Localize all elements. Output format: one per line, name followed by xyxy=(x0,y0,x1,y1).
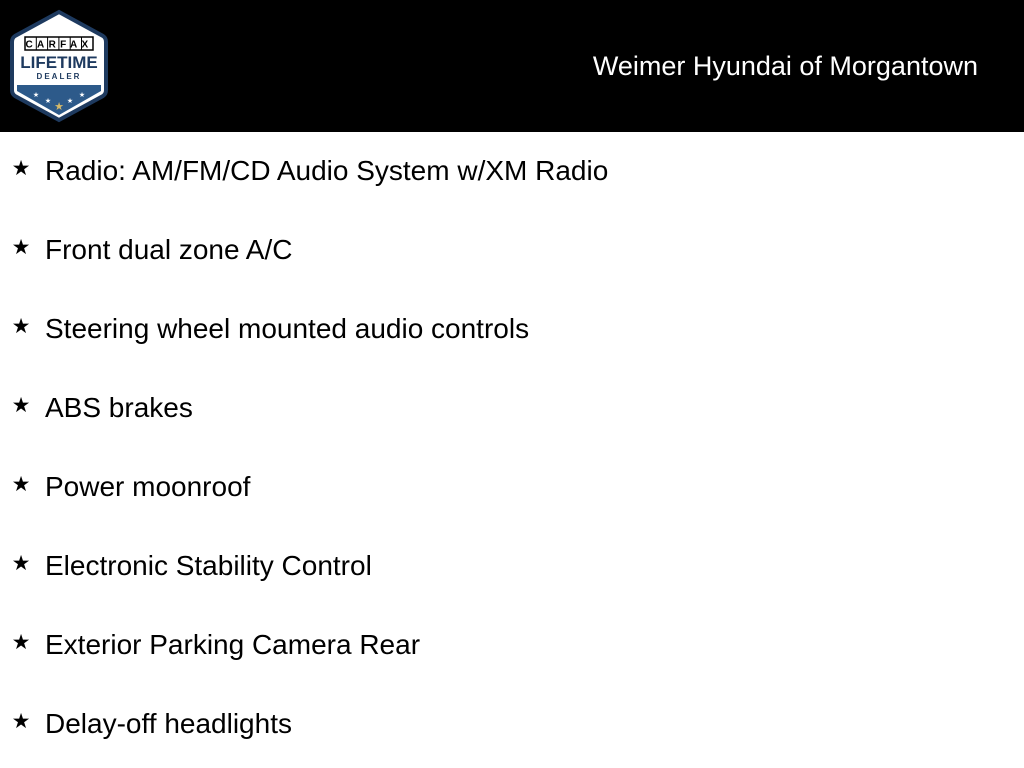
badge-dealer-text: DEALER xyxy=(36,72,82,81)
svg-text:★: ★ xyxy=(44,97,52,105)
svg-text:★: ★ xyxy=(54,100,64,113)
star-icon: ★ xyxy=(11,472,31,496)
feature-text: Front dual zone A/C xyxy=(45,234,293,265)
feature-text: Power moonroof xyxy=(45,471,251,502)
feature-item xyxy=(0,290,1024,369)
feature-text: Steering wheel mounted audio controls xyxy=(45,313,530,344)
badge-logo xyxy=(9,9,109,123)
feature-item xyxy=(0,685,1024,764)
dealer-name: Weimer Hyundai of Morgantown xyxy=(592,51,978,81)
star-icon: ★ xyxy=(11,709,31,733)
svg-text:★: ★ xyxy=(66,97,74,105)
feature-text: Electronic Stability Control xyxy=(45,550,372,581)
star-icon: ★ xyxy=(11,314,31,338)
feature-item xyxy=(0,132,1024,211)
feature-list xyxy=(0,132,1024,764)
feature-text: ABS brakes xyxy=(45,392,193,423)
star-icon: ★ xyxy=(11,630,31,654)
feature-text: Delay-off headlights xyxy=(45,708,292,739)
feature-text: Exterior Parking Camera Rear xyxy=(45,629,421,660)
star-icon: ★ xyxy=(11,156,31,180)
svg-text:★: ★ xyxy=(32,91,40,99)
feature-item xyxy=(0,448,1024,527)
star-icon: ★ xyxy=(11,393,31,417)
star-icon: ★ xyxy=(11,235,31,259)
carfax-lifetime-dealer-badge xyxy=(9,9,109,123)
star-icon: ★ xyxy=(11,551,31,575)
carfax-wordmark xyxy=(25,37,93,51)
badge-lifetime-text: LIFETIME xyxy=(20,53,98,72)
svg-text:CARFAX: CARFAX xyxy=(25,39,93,51)
feature-item xyxy=(0,527,1024,606)
feature-item xyxy=(0,369,1024,448)
feature-item xyxy=(0,211,1024,290)
header-bar xyxy=(0,0,1024,132)
feature-item xyxy=(0,606,1024,685)
feature-text: Radio: AM/FM/CD Audio System w/XM Radio xyxy=(45,155,609,186)
svg-text:★: ★ xyxy=(78,91,86,99)
